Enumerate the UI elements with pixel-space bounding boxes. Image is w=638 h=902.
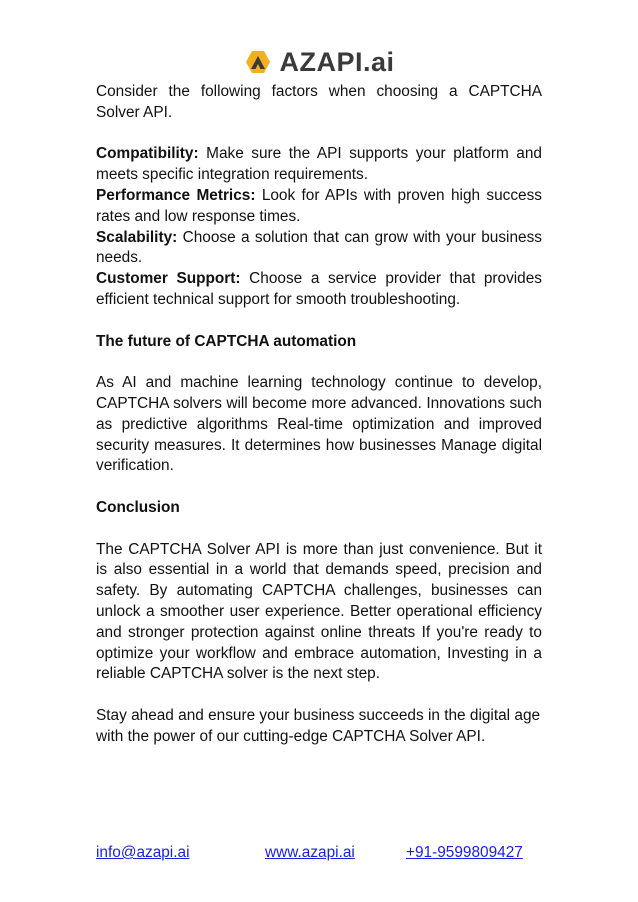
paragraph-gap <box>96 124 542 145</box>
document-body <box>96 82 542 748</box>
factor-compatibility <box>96 144 542 186</box>
factor-support <box>96 269 542 311</box>
factor-term: Scalability: <box>96 228 178 246</box>
factor-term: Customer Support: <box>96 270 241 288</box>
phone-link[interactable]: +91-9599809427 <box>406 844 523 861</box>
factor-term: Performance Metrics: <box>96 186 256 204</box>
paragraph-gap <box>96 352 542 373</box>
factor-performance <box>96 186 542 228</box>
brand-name-main: AZAPI <box>279 46 363 77</box>
factor-text: Choose a solution that can grow with your business needs. <box>96 228 542 267</box>
paragraph-gap <box>96 477 542 498</box>
paragraph-gap <box>96 519 542 540</box>
paragraph-gap <box>96 311 542 332</box>
closing-paragraph: Stay ahead and ensure your business succeeds in the digital age with the power of our cutting-edge CAPTCHA Solver API. <box>96 706 541 745</box>
future-paragraph: As AI and machine learning technology continue to develop, CAPTCHA solvers will become more advanced. Innovations such as predictive algorithms Real-time optimization and improved security measures. It determines how businesses Manage digital verification. <box>96 374 542 475</box>
paragraph-gap <box>96 685 542 706</box>
email-link[interactable]: info@azapi.ai <box>96 844 190 861</box>
factor-scalability <box>96 228 542 270</box>
brand-name-suffix: .ai <box>362 46 395 77</box>
factor-term: Compatibility: <box>96 145 199 163</box>
brand-name <box>279 47 394 78</box>
future-heading: The future of CAPTCHA automation <box>96 332 357 350</box>
factor-text: Choose a service provider that provides efficient technical support for smooth troubleshooting. <box>96 270 542 308</box>
footer <box>96 844 542 864</box>
brand-logo <box>0 44 638 80</box>
website-link[interactable]: www.azapi.ai <box>265 844 355 861</box>
conclusion-paragraph: The CAPTCHA Solver API is more than just convenience. But it is also essential in a world that demands speed, precision and safety. By automating CAPTCHA challenges, businesses can unlock a smoother user experience. Better operational efficiency and stronger protection against online threats If you're ready to optimize your workflow and embrace automation, Investing in a reliable CAPTCHA solver is the next step. <box>96 540 542 683</box>
conclusion-heading: Conclusion <box>96 498 180 516</box>
intro-paragraph: Consider the following factors when choosing a CAPTCHA Solver API. <box>96 83 542 121</box>
factor-text: Make sure the API supports your platform and meets specific integration requirements. <box>96 145 542 184</box>
azapi-logo-icon <box>243 47 273 77</box>
factor-text: Look for APIs with proven high success rates and low response times. <box>96 186 543 225</box>
